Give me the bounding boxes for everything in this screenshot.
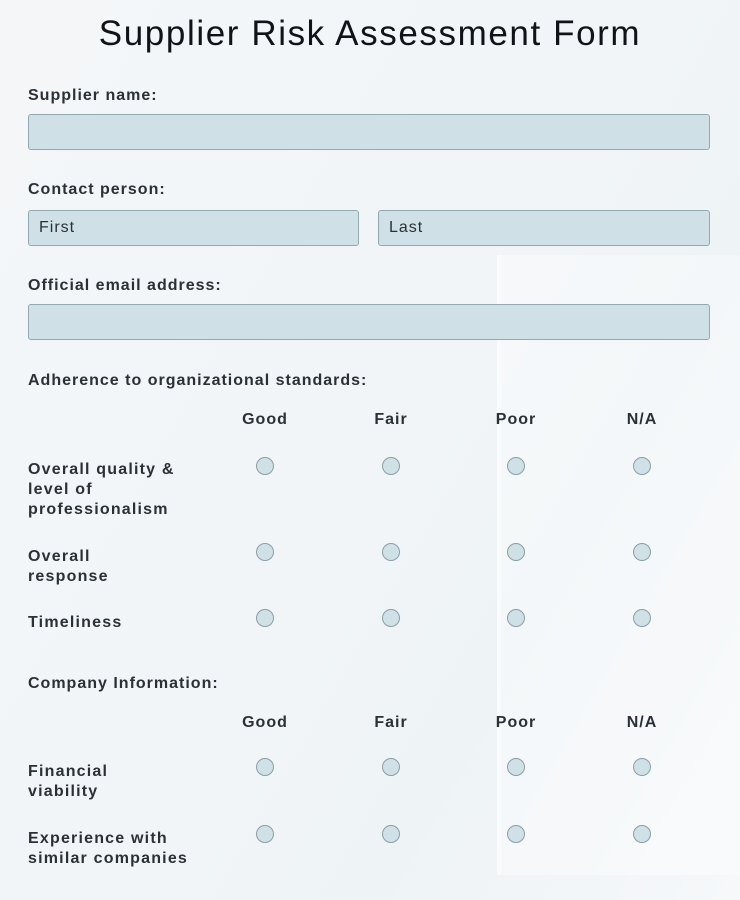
column-poor-2: Poor (495, 714, 537, 731)
supplier-name-label: Supplier name: (28, 87, 158, 104)
radio-response-na[interactable] (633, 543, 651, 561)
radio-response-good[interactable] (256, 543, 274, 561)
radio-response-fair[interactable] (382, 543, 400, 561)
radio-quality-poor[interactable] (507, 457, 525, 475)
row-label-quality: Overall quality & level of professionalism (28, 461, 175, 518)
radio-experience-na[interactable] (633, 825, 651, 843)
row-label-response: Overall response (28, 548, 109, 585)
column-fair: Fair (374, 411, 408, 428)
radio-quality-good[interactable] (256, 457, 274, 475)
contact-first-input[interactable] (28, 210, 359, 246)
radio-quality-fair[interactable] (382, 457, 400, 475)
row-label-experience: Experience with similar companies (28, 830, 189, 867)
page-title: Supplier Risk Assessment Form (98, 14, 642, 53)
radio-financial-good[interactable] (256, 758, 274, 776)
radio-response-poor[interactable] (507, 543, 525, 561)
radio-timeliness-good[interactable] (256, 609, 274, 627)
column-na: N/A (626, 411, 658, 428)
supplier-name-input[interactable] (28, 114, 710, 150)
radio-timeliness-na[interactable] (633, 609, 651, 627)
column-poor: Poor (495, 411, 537, 428)
email-input[interactable] (28, 304, 710, 340)
email-label: Official email address: (28, 277, 222, 294)
column-good-2: Good (242, 714, 288, 731)
column-na-2: N/A (626, 714, 658, 731)
radio-timeliness-fair[interactable] (382, 609, 400, 627)
row-label-financial: Financial viability (28, 763, 109, 800)
background-decoration (497, 255, 740, 875)
radio-experience-good[interactable] (256, 825, 274, 843)
column-fair-2: Fair (374, 714, 408, 731)
radio-experience-poor[interactable] (507, 825, 525, 843)
section-company-label: Company Information: (28, 675, 219, 692)
radio-financial-na[interactable] (633, 758, 651, 776)
contact-last-input[interactable] (378, 210, 710, 246)
row-label-timeliness: Timeliness (28, 614, 123, 631)
radio-financial-fair[interactable] (382, 758, 400, 776)
section-standards-label: Adherence to organizational standards: (28, 372, 368, 389)
radio-timeliness-poor[interactable] (507, 609, 525, 627)
radio-quality-na[interactable] (633, 457, 651, 475)
column-good: Good (242, 411, 288, 428)
contact-person-label: Contact person: (28, 181, 166, 198)
radio-financial-poor[interactable] (507, 758, 525, 776)
radio-experience-fair[interactable] (382, 825, 400, 843)
